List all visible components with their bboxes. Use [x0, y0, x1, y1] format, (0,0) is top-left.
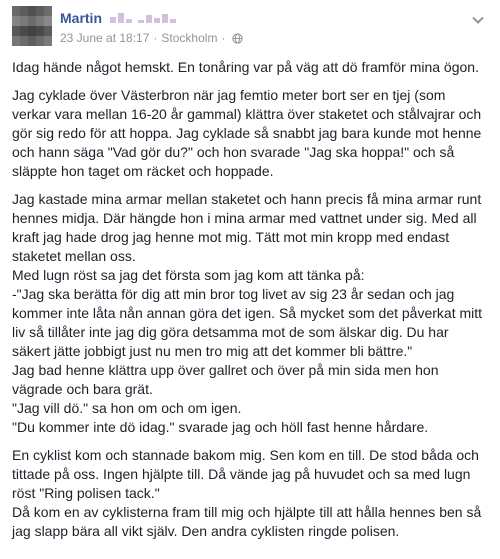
post-paragraph: Jag cyklade över Västerbron när jag femtio meter bort ser en tjej (som verkar vara mellan 16-20 år gammal) klättra över staketet och stålvajrar och gör sig redo för att hoppa. Jag cyklade så snabbt jag bara kunde mot henne och hann säga "Vad gör du?" och hon svarade "Jag ska hoppa!" och så släppte hon taget om räcket och hoppade.: [12, 87, 482, 179]
post-paragraph: Idag hände något hemskt. En tonåring var på väg att dö framför mina ögon.: [12, 59, 479, 75]
post-location[interactable]: Stockholm: [161, 31, 218, 45]
avatar[interactable]: [12, 6, 52, 46]
post-timestamp[interactable]: 23 June at 18:17: [60, 31, 150, 45]
blurred-surname: [110, 13, 176, 23]
post-meta: [60, 31, 243, 45]
author-name[interactable]: Martin: [60, 10, 102, 26]
post-body: [0, 58, 500, 541]
post-paragraph: Jag kastade mina armar mellan staketet och hann precis få mina armar runt hennes midja. Där hängde hon i mina armar med vattnet under sig. Med all kraft jag hade drog jag henne mot mig. Tätt mot min kropp med endast staketet mellan oss. Med lugn röst sa jag det första som jag kom att tänka på: -"Jag ska berätta för dig att min bror tog livet av sig 23 år sedan och jag kommer inte låta nån annan göra det igen. Så mycket som det påverkat mitt liv så tillåter inte jag dig göra detsamma mot de som älskar dig. Du har säkert jätte jobbigt just nu men tro mig att det kommer bli bättre." Jag bad henne klättra upp över gallret och över på min sida men hon vägrade och bara grät. "Jag vill dö." sa hon om och om igen. "Du kommer inte dö idag." svarade jag och höll fast henne hårdare.: [12, 191, 483, 435]
globe-icon[interactable]: [232, 33, 243, 44]
chevron-down-icon[interactable]: [470, 12, 486, 28]
author-row: [60, 10, 176, 26]
meta-separator: ·: [153, 31, 158, 45]
post-paragraph: En cyklist kom och stannade bakom mig. Sen kom en till. De stod båda och tittade på oss. Ingen hjälpte till. Då vände jag på huvudet och sa med lugn röst "Ring polisen tack." Då kom en av cyklisterna fram till mig och hjälpte till att hålla hennes ben så jag slapp bära all vikt själv. Den andra cyklisten ringde polisen.: [12, 447, 482, 539]
meta-dot: ·: [221, 31, 226, 45]
post-header: [0, 0, 500, 58]
